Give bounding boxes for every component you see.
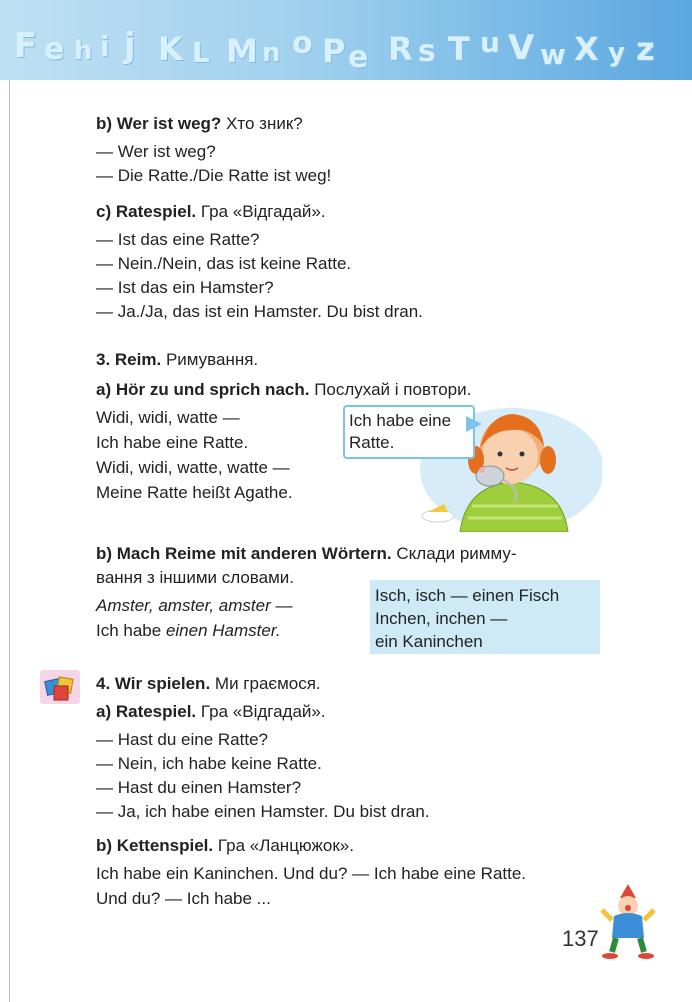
section-3-translation: Римування. (165, 350, 259, 369)
section-3a-heading (96, 380, 471, 400)
page-number: 137 (562, 926, 599, 951)
section-b1-heading (96, 114, 303, 134)
banner-letter: j (124, 26, 136, 66)
page-margin-line (9, 80, 10, 1002)
rhyme-hint-line: ein Kaninchen (375, 632, 483, 651)
banner-letter: R (388, 30, 413, 68)
section-b1-translation: Хто зник? (226, 114, 303, 133)
dialogue-line: — Nein./Nein, das ist keine Ratte. (96, 254, 352, 273)
section-3b-translation-1: Склади римму- (396, 544, 517, 563)
banner-letter: X (574, 30, 599, 68)
rhyme-example (96, 621, 281, 641)
banner-letter: F (14, 26, 38, 66)
dialogue-line: — Ja./Ja, das ist ein Hamster. Du bist dran. (96, 302, 423, 321)
section-4-translation: Ми граємося. (214, 674, 321, 693)
section-3a-translation: Послухай і повтори. (314, 380, 472, 399)
section-3-title: 3. Reim. (96, 350, 162, 369)
chain-game-line: Und du? — Ich habe ... (96, 889, 271, 908)
clown-mascot-illustration (598, 880, 658, 960)
dialogue-line: — Nein, ich habe keine Ratte. (96, 754, 322, 773)
banner-letter: V (508, 28, 535, 68)
banner-letter: s (418, 34, 436, 69)
banner-letter: z (636, 30, 655, 68)
section-c-title: c) Ratespiel. (96, 202, 197, 221)
banner-letter: K (158, 30, 183, 68)
section-4a-heading (96, 702, 326, 722)
game-cubes-icon (40, 670, 80, 704)
banner-letter: M (226, 32, 258, 70)
section-3b-title: b) Mach Reime mit anderen Wörtern. (96, 544, 392, 563)
section-4b-title: b) Kettenspiel. (96, 836, 214, 855)
banner-letter: n (262, 38, 281, 68)
section-3-heading (96, 350, 258, 370)
banner-letter: T (448, 30, 470, 68)
rhyme-line: Meine Ratte heißt Agathe. (96, 483, 293, 502)
section-4a-translation: Гра «Відгадай». (200, 702, 326, 721)
section-4-title: 4. Wir spielen. (96, 674, 211, 693)
banner-letter: y (608, 38, 625, 68)
section-4b-translation: Гра «Ланцюжок». (217, 836, 354, 855)
rhyme-example-plain: Ich habe (96, 621, 166, 640)
dialogue-line: — Ist das ein Hamster? (96, 278, 274, 297)
chain-game-line: Ich habe ein Kaninchen. Und du? — Ich habe eine Ratte. (96, 864, 527, 883)
banner-letter: L (192, 36, 210, 69)
dialogue-line: — Hast du einen Hamster? (96, 778, 302, 797)
banner-letter: i (100, 30, 110, 63)
rhyme-line: Widi, widi, watte, watte — (96, 458, 290, 477)
rhyme-hint-box (370, 580, 600, 654)
dialogue-line: — Hast du eine Ratte? (96, 730, 268, 749)
dialogue-line: — Wer ist weg? (96, 142, 216, 161)
section-4-heading (96, 674, 321, 694)
dialogue-line: — Die Ratte./Die Ratte ist weg! (96, 166, 332, 185)
dialogue-line: — Ist das eine Ratte? (96, 230, 260, 249)
section-c-translation: Гра «Відгадай». (200, 202, 326, 221)
banner-letter: u (480, 26, 500, 59)
banner-letter: o (292, 26, 313, 61)
speech-bubble-tail (466, 416, 482, 432)
banner-letter: e (348, 40, 369, 75)
rhyme-hint-line: Inchen, inchen — (375, 609, 508, 628)
banner-letter: e (44, 32, 65, 67)
rhyme-hint-line: Isch, isch — einen Fisch (375, 586, 560, 605)
rhyme-line: Ich habe eine Ratte. (96, 433, 249, 452)
section-3b-heading (96, 544, 517, 564)
alphabet-banner (0, 0, 692, 80)
section-b1-title: b) Wer ist weg? (96, 114, 222, 133)
section-4a-title: a) Ratespiel. (96, 702, 197, 721)
speech-bubble-line: Ratte. (349, 433, 395, 452)
section-3a-title: a) Hör zu und sprich nach. (96, 380, 310, 399)
section-3b-translation-2: вання з іншими словами. (96, 568, 294, 587)
banner-letter: P (322, 32, 346, 70)
banner-letter: h (74, 36, 93, 66)
speech-bubble (343, 405, 475, 459)
section-4b-heading (96, 836, 354, 856)
banner-letter: w (540, 38, 566, 71)
rhyme-example-italic: einen Hamster. (165, 621, 281, 640)
dialogue-line: — Ja, ich habe einen Hamster. Du bist dran. (96, 802, 430, 821)
section-c-heading (96, 202, 326, 222)
rhyme-example: Amster, amster, amster — (96, 596, 293, 615)
speech-bubble-line: Ich habe eine (349, 411, 452, 430)
rhyme-line: Widi, widi, watte — (96, 408, 240, 427)
